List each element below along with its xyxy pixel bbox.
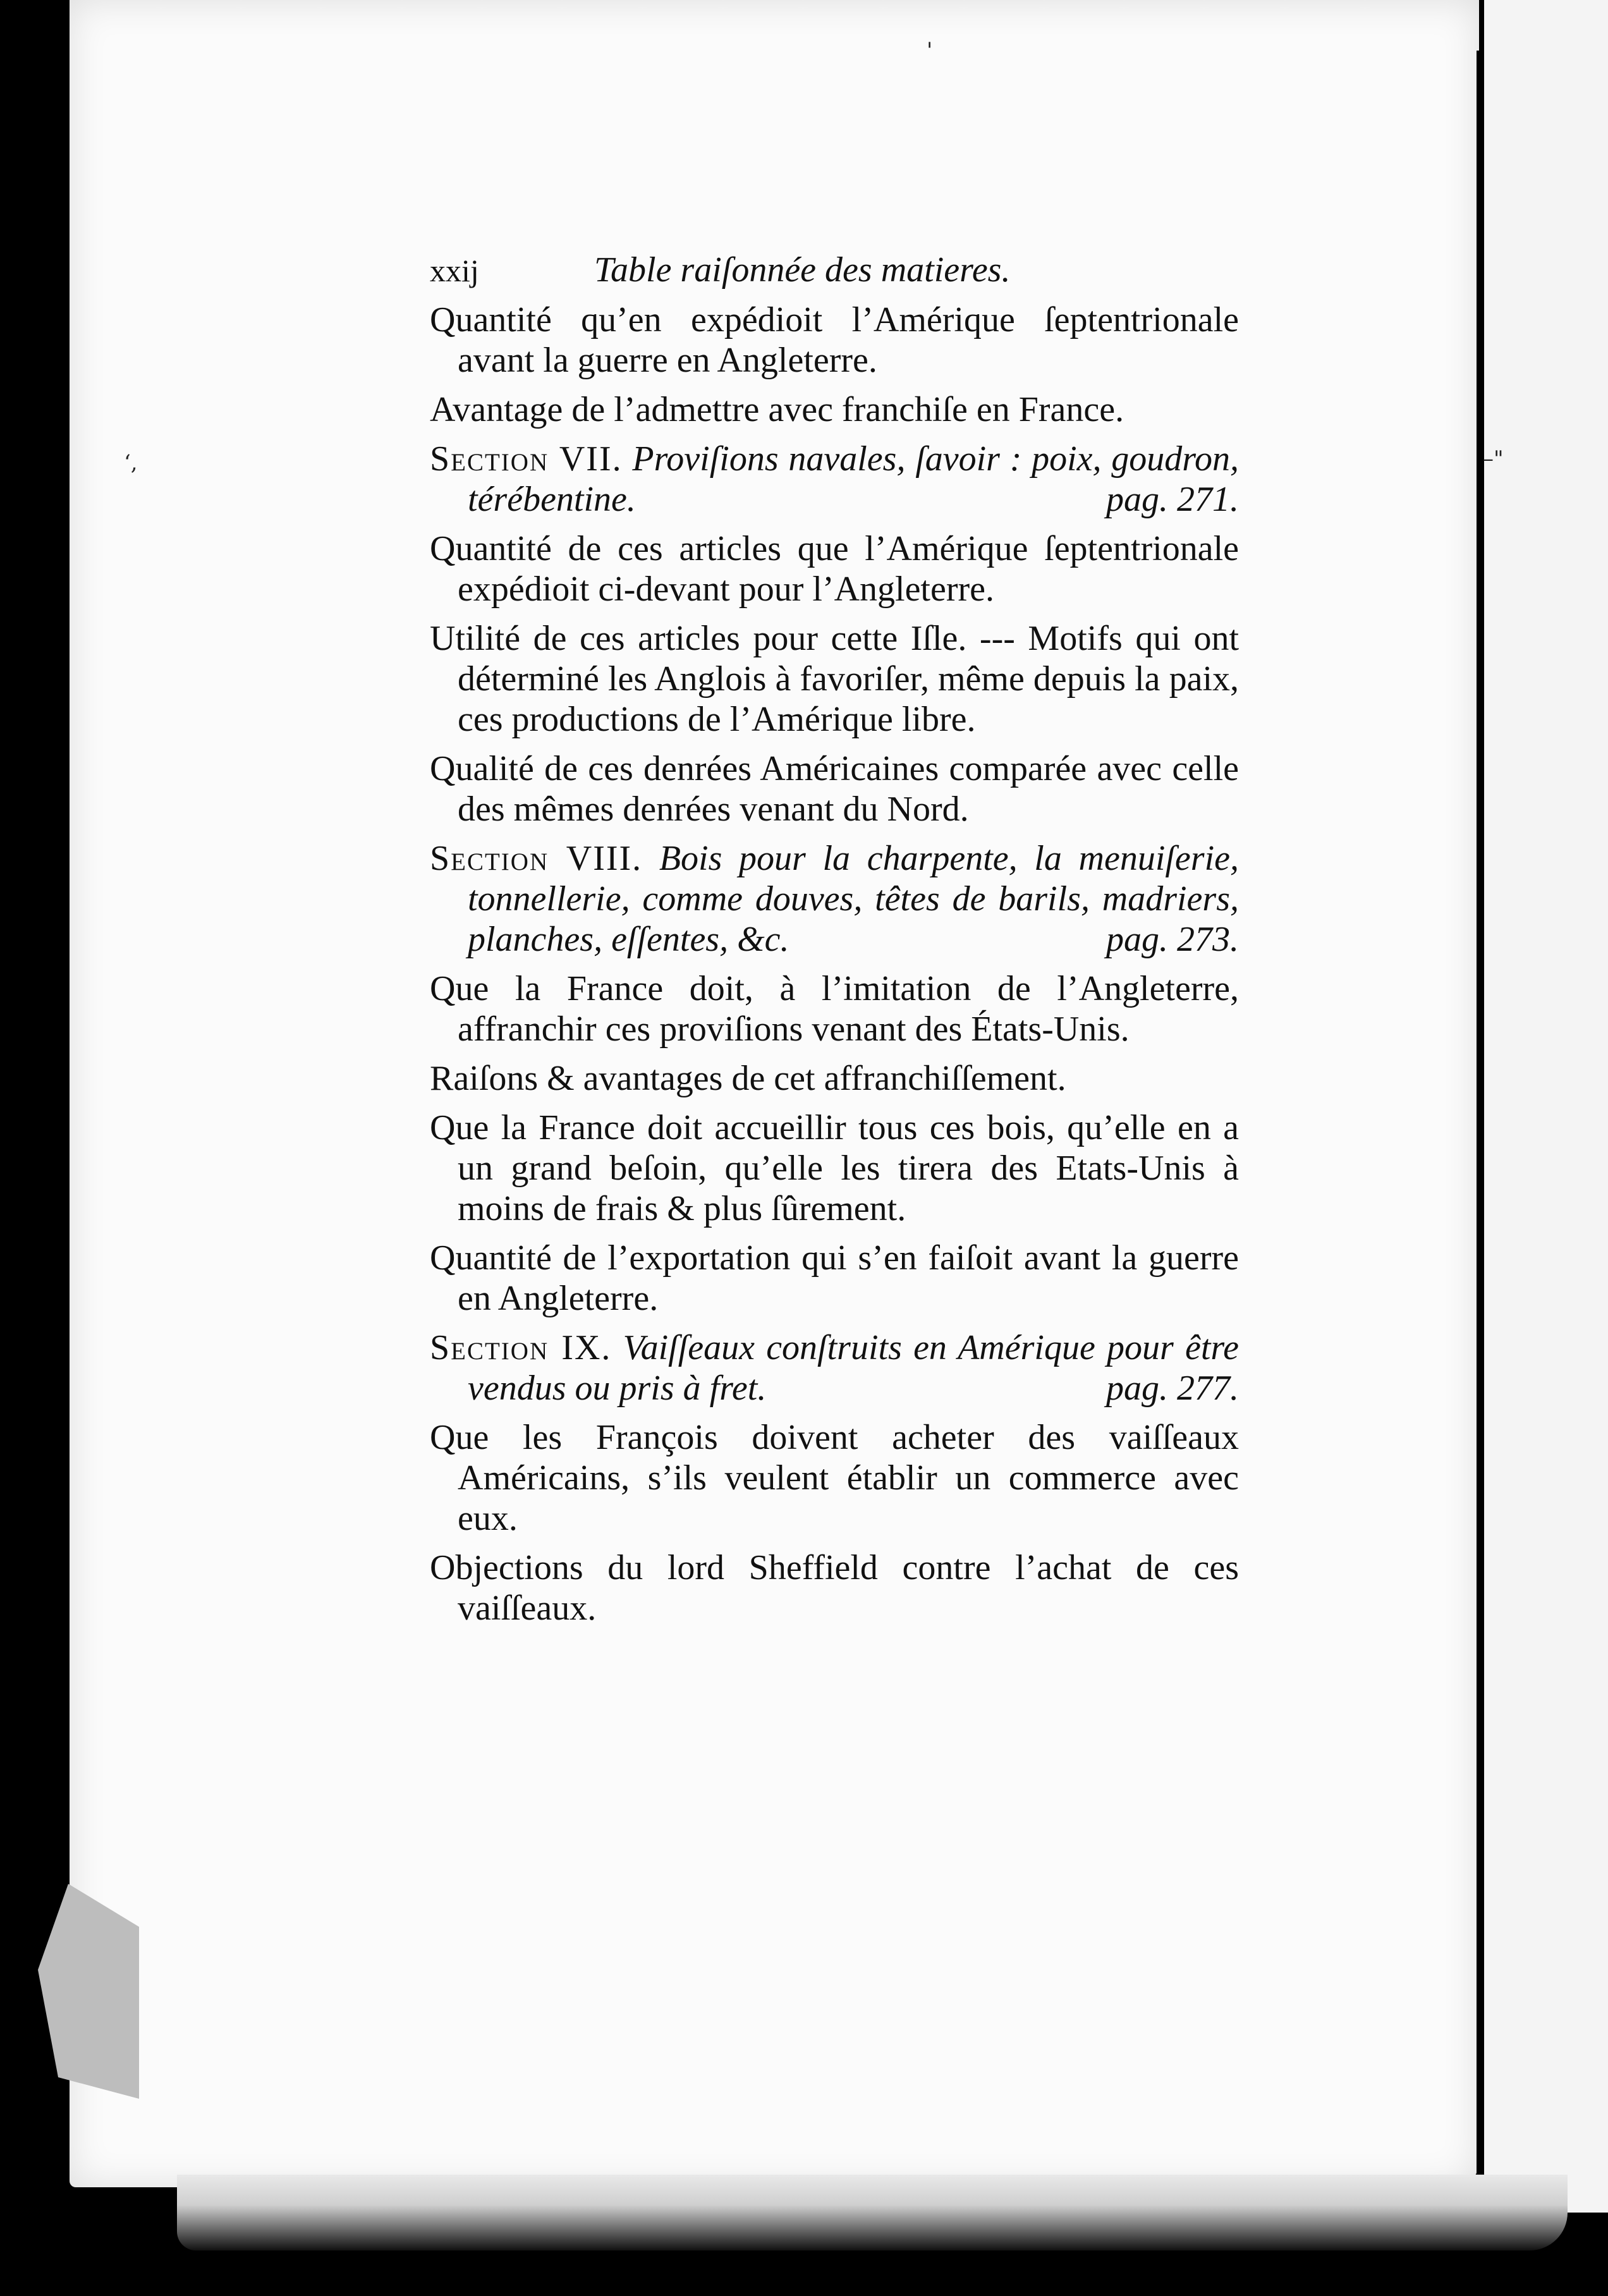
section-heading xyxy=(430,439,1239,520)
page-reference: pag. 277. xyxy=(1106,1369,1239,1408)
toc-entry: Que les François doivent acheter des vaiſſeaux Américains, s’ils veulent établir un commerce avec eux. xyxy=(430,1418,1239,1538)
page-bottom-curl xyxy=(177,2175,1568,2250)
top-mark: ' xyxy=(927,38,933,63)
toc-entry: Quantité de ces articles que l’Amérique ſeptentrionale expédioit ci-devant pour l’Angleterre. xyxy=(430,529,1239,609)
section-label: Section VIII. xyxy=(430,839,643,878)
toc-entry: Que la France doit, à l’imitation de l’Angleterre, affranchir ces proviſions venant des États-Unis. xyxy=(430,969,1239,1049)
section-label: Section VII. xyxy=(430,439,623,479)
page-reference: pag. 273. xyxy=(1106,920,1239,959)
toc-entry: Quantité de l’exportation qui s’en faiſoit avant la guerre en Angleterre. xyxy=(430,1238,1239,1318)
page-gutter xyxy=(1477,51,1484,2200)
section-title: Proviſions navales, ſavoir : poix, goudron, térébentine. xyxy=(468,439,1239,519)
left-margin-mark: ‘, xyxy=(124,450,138,475)
table-of-contents-body xyxy=(430,250,1239,1637)
section-title: Vaiſſeaux conſtruits en Amérique pour être vendus ou pris à fret. xyxy=(468,1328,1239,1408)
page-header xyxy=(430,250,1239,291)
section-title: Bois pour la charpente, la menuiſerie, tonnellerie, comme douves, têtes de barils, madriers, planches, eſſentes, &c. xyxy=(468,839,1239,959)
toc-entry: Raiſons & avantages de cet affranchiſſement. xyxy=(430,1059,1066,1098)
toc-entry: Que la France doit accueillir tous ces bois, qu’elle en a un grand beſoin, qu’elle les tirera des Etats-Unis à moins de frais & plus ſûrement. xyxy=(430,1108,1239,1228)
section-heading xyxy=(430,838,1239,960)
facing-page-edge xyxy=(1484,0,1608,2213)
right-margin-mark: –" xyxy=(1483,446,1504,472)
page-number: xxij xyxy=(430,253,479,288)
toc-entry: Utilité de ces articles pour cette Iſle. --- Motifs qui ont déterminé les Anglois à favoriſer, même depuis la paix, ces productions de l’Amérique libre. xyxy=(430,619,1239,739)
page-reference: pag. 271. xyxy=(1106,480,1239,519)
toc-entry: Objections du lord Sheffield contre l’achat de ces vaiſſeaux. xyxy=(430,1548,1239,1628)
toc-entry: Quantité qu’en expédioit l’Amérique ſeptentrionale avant la guerre en Angleterre. xyxy=(430,300,1239,380)
running-title: Table raiſonnée des matieres. xyxy=(594,250,1011,290)
toc-entry: Qualité de ces denrées Américaines comparée avec celle des mêmes denrées venant du Nord. xyxy=(430,749,1239,829)
toc-entry: Avantage de l’admettre avec franchiſe en France. xyxy=(430,390,1124,429)
section-label: Section IX. xyxy=(430,1328,612,1367)
section-heading xyxy=(430,1328,1239,1408)
